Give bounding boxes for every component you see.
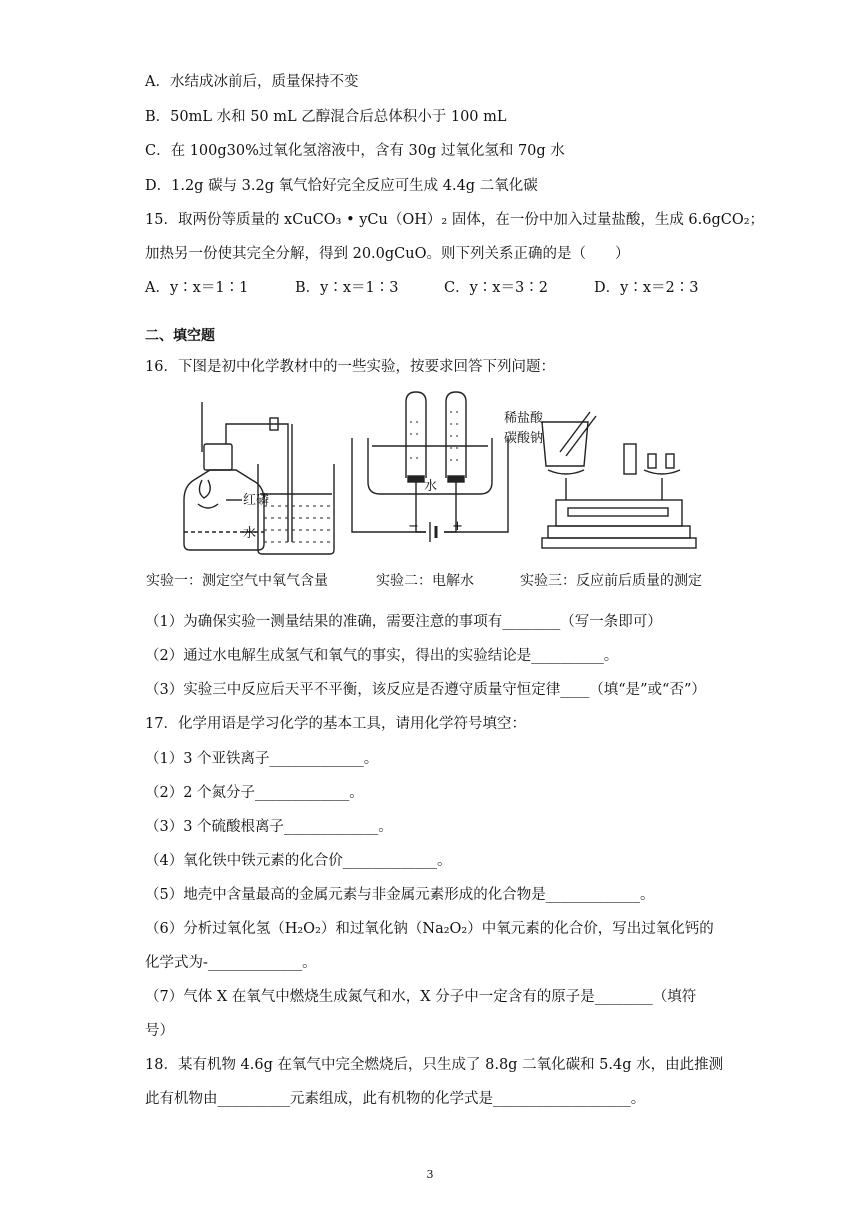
q15-stem-line1: 15．取两份等质量的 xCuCO₃ • yCu（OH）₂ 固体，在一份中加入过量盐酸，生成 6.6gCO₂；: [145, 212, 765, 228]
beaker-1: [258, 464, 334, 554]
q14-option-c: C．在 100g30%过氧化氢溶液中，含有 30g 过氧化氢和 70g 水: [145, 143, 565, 159]
section-title: 二、填空题: [145, 328, 215, 344]
q15-stem-line2: 加热另一份使其完全分解，得到 20.0gCuO。则下列关系正确的是（ ）: [145, 246, 630, 262]
experiment-figure: [140, 382, 730, 594]
test-tube-right: [446, 392, 466, 478]
q15-option-d: D．y∶x＝2∶3: [594, 280, 699, 296]
q17-sub-5: （5）地壳中含量最高的金属元素与非金属元素形成的化合物是_____________。: [145, 887, 655, 903]
balance-pointer: [624, 444, 636, 474]
label-water-2: 水: [424, 479, 438, 494]
label-water-1: 水: [243, 526, 257, 541]
q17-sub-6-line1: （6）分析过氧化氢（H₂O₂）和过氧化钠（Na₂O₂）中氧元素的化合价，写出过氧化钙的: [145, 921, 714, 937]
q16-sub-3: （3）实验三中反应后天平不平衡，该反应是否遵守质量守恒定律____（填“是”或“否”）: [145, 682, 706, 698]
label-red-phosphorus: 红磷: [243, 493, 270, 508]
label-plus: +: [452, 519, 463, 534]
experiment-diagrams: [140, 382, 730, 567]
page-number: 3: [426, 1168, 434, 1181]
caption-experiment-3: 实验三：反应前后质量的测定: [520, 573, 702, 589]
balance-body: [556, 500, 682, 526]
q18-stem-line1: 18．某有机物 4.6g 在氧气中完全燃烧后，只生成了 8.8g 二氧化碳和 5.4g 水，由此推测: [145, 1057, 724, 1073]
test-tube-left: [406, 392, 426, 478]
q17-sub-3: （3）3 个硫酸根离子_____________。: [145, 819, 393, 835]
q17-sub-7-line1: （7）气体 X 在氧气中燃烧生成氮气和水，X 分子中一定含有的原子是________（填符: [145, 989, 697, 1005]
electrode-right: [448, 476, 464, 482]
label-hcl: 稀盐酸: [504, 411, 544, 426]
q16-sub-1: （1）为确保实验一测量结果的准确，需要注意的事项有________（写一条即可）: [145, 614, 662, 630]
q17-sub-4: （4）氧化铁中铁元素的化合价_____________。: [145, 853, 452, 869]
caption-experiment-2: 实验二：电解水: [376, 573, 474, 589]
label-minus: −: [408, 519, 419, 534]
q14-option-d: D．1.2g 碳与 3.2g 氧气恰好完全反应可生成 4.4g 二氧化碳: [145, 178, 538, 194]
q17-sub-6-line2: 化学式为-_____________。: [145, 955, 317, 971]
electrode-left: [408, 476, 424, 482]
q17-sub-1: （1）3 个亚铁离子_____________。: [145, 751, 379, 767]
spoon-icon: [198, 504, 218, 508]
balance-pan-left: [548, 470, 584, 474]
q14-option-a: A．水结成冰前后，质量保持不变: [145, 74, 359, 90]
q15-option-b: B．y∶x＝1∶3: [295, 280, 399, 296]
stopper: [204, 444, 232, 470]
flame-icon: [199, 480, 210, 498]
q18-stem-line2: 此有机物由__________元素组成，此有机物的化学式是___________________。: [145, 1091, 646, 1107]
q15-option-a: A．y∶x＝1∶1: [145, 280, 249, 296]
q17-stem: 17．化学用语是学习化学的基本工具，请用化学符号填空：: [145, 716, 526, 732]
q17-sub-2: （2）2 个氮分子_____________。: [145, 785, 364, 801]
q17-sub-7-line2: 号）: [145, 1023, 174, 1039]
balance-pan-right: [644, 470, 680, 474]
beaker-2: [542, 422, 588, 466]
q14-option-b: B．50mL 水和 50 mL 乙醇混合后总体积小于 100 mL: [145, 109, 507, 125]
q16-sub-2: （2）通过水电解生成氢气和氧气的事实，得出的实验结论是__________。: [145, 648, 619, 664]
caption-experiment-1: 实验一：测定空气中氧气含量: [146, 573, 328, 589]
q16-stem: 16．下图是初中化学教材中的一些实验，按要求回答下列问题：: [145, 359, 555, 375]
balance-base: [542, 538, 696, 548]
q15-option-c: C．y∶x＝3∶2: [444, 280, 548, 296]
label-na2co3: 碳酸钠: [504, 431, 544, 446]
